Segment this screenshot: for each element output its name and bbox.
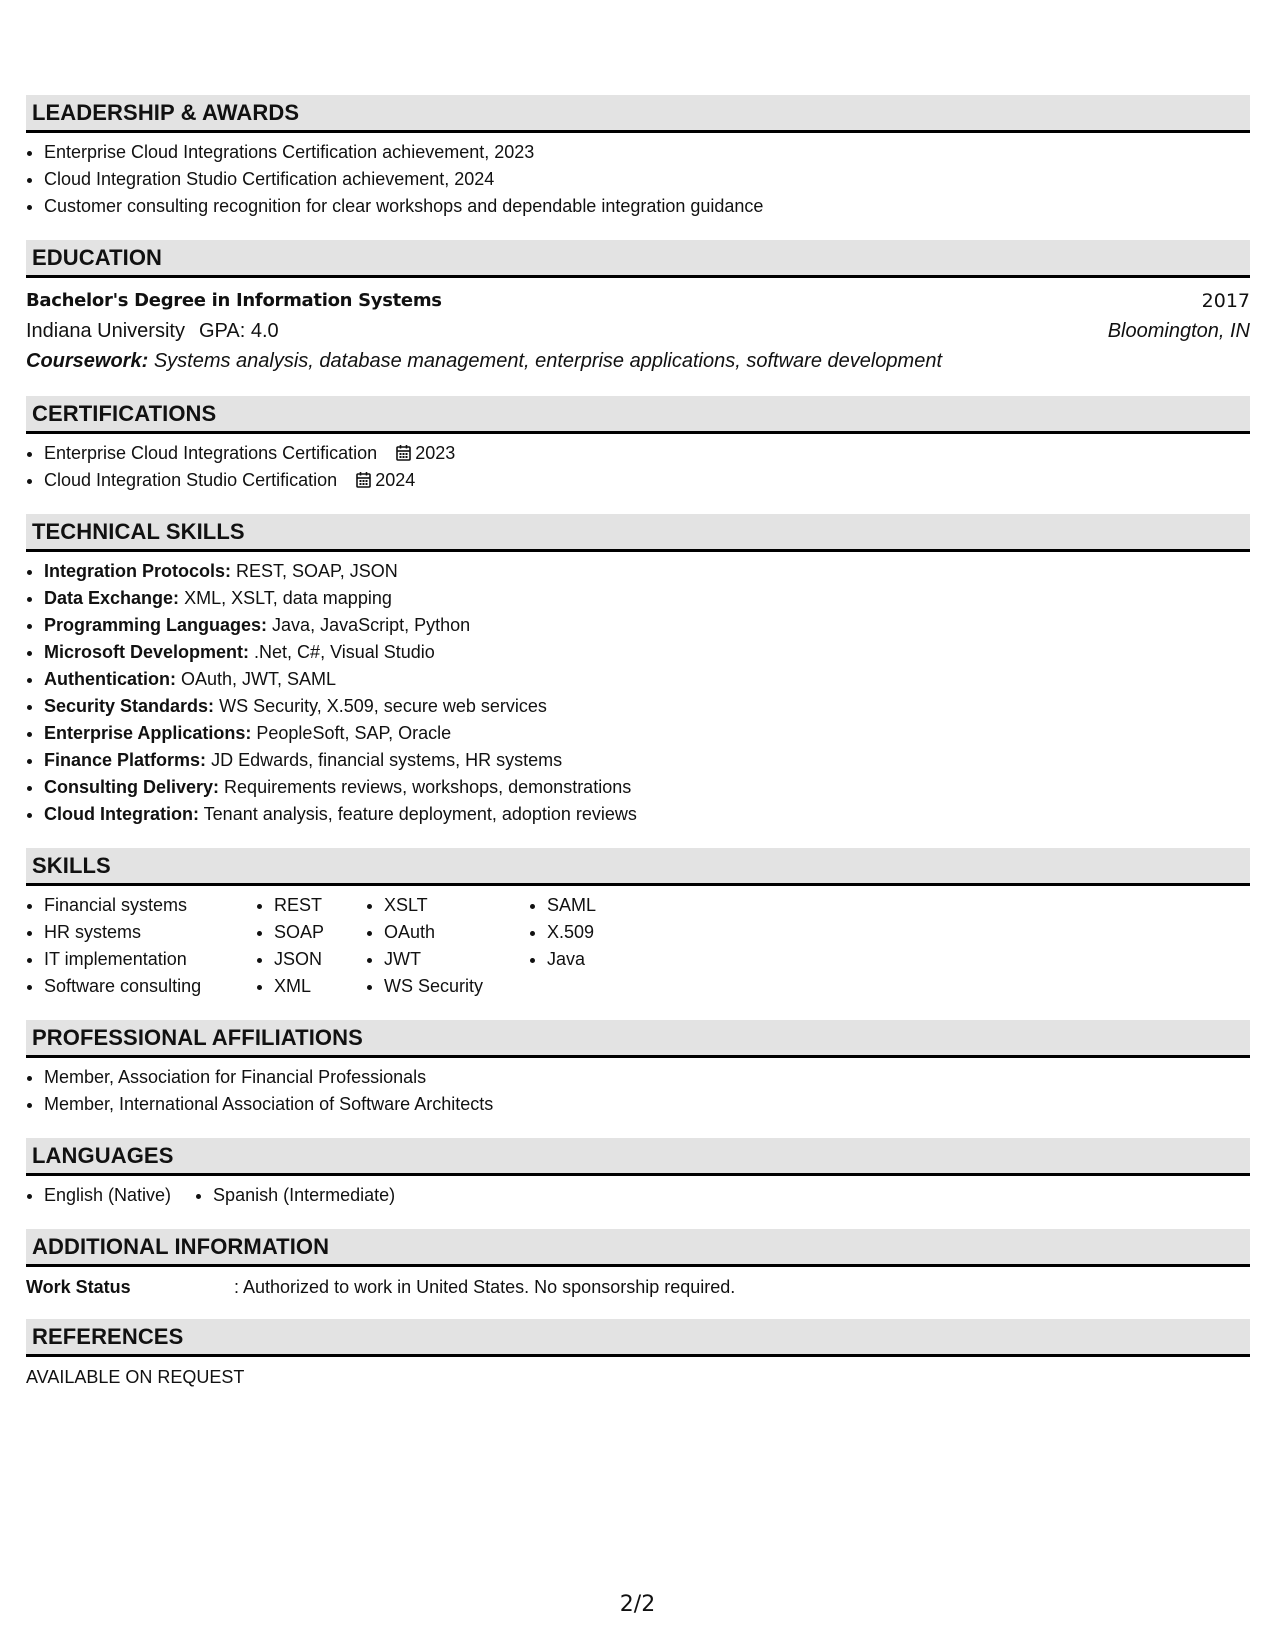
skill-category: Enterprise Applications:	[44, 723, 252, 743]
skill-values: JD Edwards, financial systems, HR systems	[211, 750, 563, 770]
certification-year: 2023	[415, 443, 456, 463]
skill-category: Authentication:	[44, 669, 176, 689]
skill-item: • HR systems	[44, 919, 256, 946]
work-status-value: : Authorized to work in United States. No sponsorship required.	[234, 1277, 736, 1297]
affiliations-list	[26, 1064, 1250, 1118]
skill-item: • X.509	[547, 919, 596, 946]
technical-skill-item	[44, 666, 1250, 693]
skill-category: Security Standards:	[44, 696, 215, 716]
skill-item: • Financial systems	[44, 892, 256, 919]
skill-category: Programming Languages:	[44, 615, 268, 635]
additional-info-section	[26, 1229, 1250, 1299]
skills-column	[26, 892, 256, 1000]
work-status-label: Work Status	[26, 1277, 131, 1297]
skill-item: • OAuth	[384, 919, 529, 946]
skill-item: • REST	[274, 892, 366, 919]
skill-item: • XSLT	[384, 892, 529, 919]
skill-category: Consulting Delivery:	[44, 777, 220, 797]
technical-skill-item	[44, 639, 1250, 666]
technical-skills-list	[26, 558, 1250, 828]
list-item: • Enterprise Cloud Integrations Certification achievement, 2023	[44, 139, 1250, 166]
skill-category: Finance Platforms:	[44, 750, 207, 770]
certification-item	[44, 467, 1250, 494]
skill-item: • SAML	[547, 892, 596, 919]
section-heading: SKILLS	[26, 848, 1250, 886]
skill-values: REST, SOAP, JSON	[236, 561, 398, 581]
technical-skill-item	[44, 612, 1250, 639]
graduation-date: 2017	[1201, 290, 1250, 312]
calendar-icon	[396, 444, 411, 461]
skills-column	[366, 892, 529, 1000]
section-heading: LEADERSHIP & AWARDS	[26, 95, 1250, 133]
skill-item: • JWT	[384, 946, 529, 973]
certification-name: Enterprise Cloud Integrations Certification	[44, 443, 378, 463]
language-item: • English (Native)	[44, 1182, 171, 1209]
leadership-section	[26, 95, 1250, 220]
list-item: • Member, Association for Financial Professionals	[44, 1064, 1250, 1091]
skill-item: • WS Security	[384, 973, 529, 1000]
skill-item: • Software consulting	[44, 973, 256, 1000]
technical-skill-item	[44, 693, 1250, 720]
section-heading: CERTIFICATIONS	[26, 396, 1250, 434]
list-item: • Customer consulting recognition for clear workshops and dependable integration guidance	[44, 193, 1250, 220]
affiliations-section	[26, 1020, 1250, 1118]
work-status-row	[26, 1275, 1250, 1299]
education-section	[26, 240, 1250, 376]
skill-values: PeopleSoft, SAP, Oracle	[256, 723, 452, 743]
skill-values: Tenant analysis, feature deployment, adoption reviews	[203, 804, 637, 824]
section-heading: TECHNICAL SKILLS	[26, 514, 1250, 552]
section-heading: EDUCATION	[26, 240, 1250, 278]
skills-column	[256, 892, 366, 1000]
technical-skill-item	[44, 747, 1250, 774]
certifications-section	[26, 396, 1250, 494]
education-entry	[26, 286, 1250, 376]
coursework-label: Coursework:	[26, 350, 149, 372]
certification-item	[44, 440, 1250, 467]
skill-category: Integration Protocols:	[44, 561, 232, 581]
coursework-text: Systems analysis, database management, enterprise applications, software development	[153, 350, 943, 372]
skills-section	[26, 848, 1250, 1000]
technical-skill-item	[44, 585, 1250, 612]
skill-category: Cloud Integration:	[44, 804, 199, 824]
skill-values: Java, JavaScript, Python	[272, 615, 471, 635]
technical-skill-item	[44, 774, 1250, 801]
skill-item: • IT implementation	[44, 946, 256, 973]
resume-page	[26, 95, 1250, 1408]
technical-skill-item	[44, 720, 1250, 747]
languages-section	[26, 1138, 1250, 1209]
technical-skill-item	[44, 801, 1250, 828]
gpa: GPA: 4.0	[198, 320, 279, 342]
section-heading: LANGUAGES	[26, 1138, 1250, 1176]
list-item: • Cloud Integration Studio Certification achievement, 2024	[44, 166, 1250, 193]
section-heading: REFERENCES	[26, 1319, 1250, 1357]
school-name: Indiana University	[26, 320, 185, 342]
skill-values: OAuth, JWT, SAML	[181, 669, 337, 689]
certification-year: 2024	[375, 470, 416, 490]
section-heading: PROFESSIONAL AFFILIATIONS	[26, 1020, 1250, 1058]
technical-skills-section	[26, 514, 1250, 828]
certification-name: Cloud Integration Studio Certification	[44, 470, 338, 490]
skill-item: • SOAP	[274, 919, 366, 946]
technical-skill-item	[44, 558, 1250, 585]
skill-values: XML, XSLT, data mapping	[184, 588, 392, 608]
skill-category: Microsoft Development:	[44, 642, 250, 662]
skill-values: Requirements reviews, workshops, demonstrations	[224, 777, 632, 797]
references-section	[26, 1319, 1250, 1388]
list-item: • Member, International Association of Software Architects	[44, 1091, 1250, 1118]
skill-values: .Net, C#, Visual Studio	[254, 642, 435, 662]
skill-item: • Java	[547, 946, 596, 973]
skill-category: Data Exchange:	[44, 588, 180, 608]
section-heading: ADDITIONAL INFORMATION	[26, 1229, 1250, 1267]
skill-item: • XML	[274, 973, 366, 1000]
skills-grid	[26, 892, 1250, 1000]
degree-title: Bachelor's Degree in Information Systems	[26, 290, 442, 311]
skills-column	[529, 892, 596, 1000]
references-text: AVAILABLE ON REQUEST	[26, 1367, 245, 1387]
calendar-icon	[356, 471, 371, 488]
certifications-list	[26, 440, 1250, 494]
page-number: 2/2	[619, 1592, 656, 1617]
skill-item: • JSON	[274, 946, 366, 973]
language-item: • Spanish (Intermediate)	[213, 1182, 395, 1209]
languages-list	[26, 1182, 1250, 1209]
leadership-list	[26, 139, 1250, 220]
school-location: Bloomington, IN	[1107, 320, 1250, 342]
skill-values: WS Security, X.509, secure web services	[219, 696, 547, 716]
